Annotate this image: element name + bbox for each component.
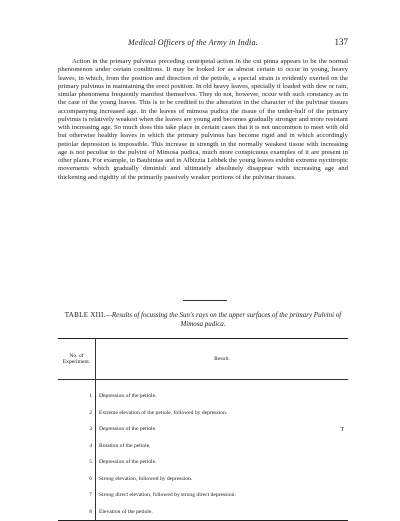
experiment-result: Depression of the petiole.: [99, 459, 157, 466]
experiment-number: 4: [58, 438, 96, 455]
experiment-number: 5: [58, 454, 96, 471]
experiment-number: 8: [58, 504, 96, 521]
running-head: [58, 38, 348, 52]
experiment-result: Strong direct elevation, followed by strong direct depression.: [99, 492, 236, 499]
table-row: [58, 421, 348, 438]
signature-mark: T: [340, 427, 344, 433]
section-divider: [183, 300, 227, 301]
experiment-number: 7: [58, 487, 96, 504]
table-row: [58, 380, 348, 405]
table-row: [58, 487, 348, 504]
experiment-number: 3: [58, 421, 96, 438]
table-row: [58, 504, 348, 521]
experiment-number: 1: [58, 380, 96, 405]
table-row: [58, 405, 348, 422]
experiment-result: Depression of the petiole.: [99, 393, 157, 400]
table-header-row: [58, 339, 348, 380]
body-paragraph: Action in the primary pulvinus preceding centripetal action in the cut pinna appears to be the normal phenomenon under certain conditions. It may be looked for as almost certain to occur in young, heavy leaves, in which, from the position and direction of the petiole, a special strain is evidently exerted on the primary pulvinus in maintaining the erect position. In old heavy leaves, specially if loaded with dew or rain, similar phenomena frequently manifest themselves. They do not, however, occur with such constancy as in the case of the young leaves. This is to be credited to the alteration in the character of the pulvinar tissues accompanying increased age. In the leaves of mimosa pudica the tissue of the under-half of the primary pulvinus is relatively weakest when the leaves are young and becomes gradually stronger and more resistant with increasing age. So much does this take place in certain cases that it is not uncommon to meet with old but otherwise healthy leaves in which the primary pulvinus has become rigid and in which accordingly petiolar depression is impossible. This increase in strength in the normally weakest tissue with increasing age is not peculiar to the pulvini of Mimosa pudica, much more conspicuous examples of it are present in other plants. For example, in Bauhinias and in Albizzia Lebbek the young leaves exhibit extreme nyctitropic movements which gradually diminish and ultimately absolutely disappear with increasing age and thickening and rigidity of the primarily passively weaker portions of the pulvinar tissues.: [58, 58, 348, 181]
page-number: 137: [334, 37, 348, 47]
experiment-result: Rotation of the petiole.: [99, 442, 151, 449]
experiment-number: 2: [58, 405, 96, 422]
page: [58, 0, 348, 515]
experiment-result: Depression of the petiole.: [99, 426, 157, 433]
running-title: Medical Officers of the Army in India.: [128, 38, 258, 47]
experiment-result: Extreme elevation of the petiole, followed by depression.: [99, 409, 228, 416]
table-row: [58, 438, 348, 455]
column-header-result: Result.: [96, 339, 349, 380]
table-caption-label: TABLE XIII.: [64, 311, 106, 319]
column-header-experiment-no: No. of Experiment.: [58, 339, 96, 380]
experiment-number: 6: [58, 471, 96, 488]
table-row: [58, 454, 348, 471]
experiment-result: Elevation of the petiole.: [96, 504, 349, 521]
table-caption-text: —Results of focussing the Sun's rays on the upper surfaces of the primary Pulvini of Mimosa pudica.: [105, 311, 342, 328]
experiment-result: Strong elevation, followed by depression.: [99, 475, 193, 482]
table-row: [58, 471, 348, 488]
table-caption: [58, 311, 348, 329]
